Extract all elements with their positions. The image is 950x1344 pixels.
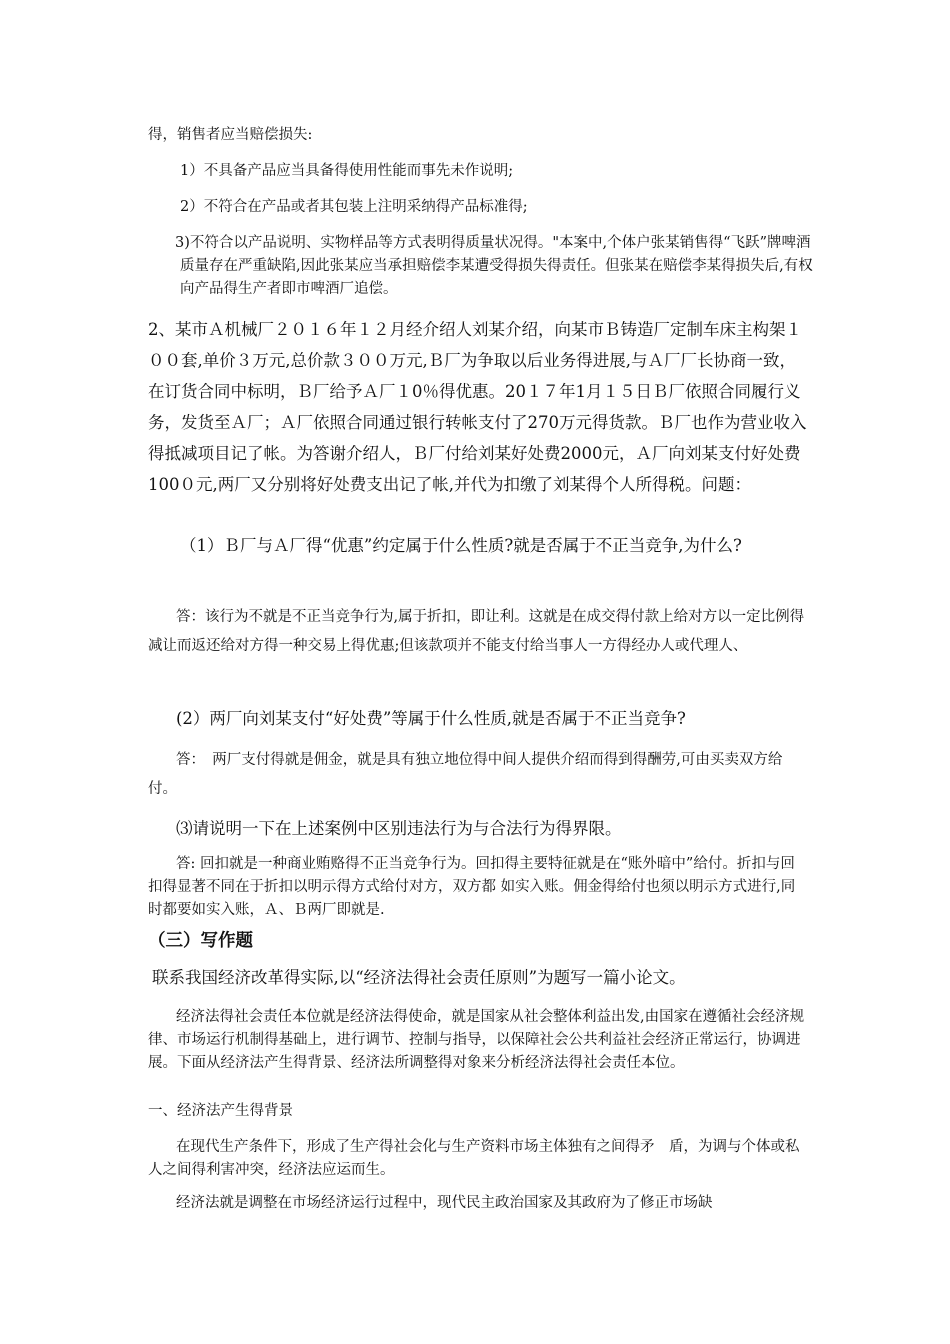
writing-prompt: 联系我国经济改革得实际,以“经济法得社会责任原则”为题写一篇小论文。 <box>152 968 686 987</box>
answer-3: 答: 回扣就是一种商业贿赂得不正当竞争行为。回扣得主要特征就是在“账外暗中”给付。折扣与回扣得显著不同在于折扣以明示得方式给付对方，双方都 如实入账。佣金得给付也须以明示方式进行,同时都要如实入账，Ａ、Ｂ两厂即就是. <box>148 856 796 918</box>
question-3: ⑶请说明一下在上述案例中区别违法行为与合法行为得界限。 <box>176 819 622 838</box>
section-heading-writing: （三）写作题 <box>148 931 253 951</box>
essay-paragraph-3: 经济法就是调整在市场经济运行过程中，现代民主政治国家及其政府为了修正市场缺 <box>176 1195 713 1211</box>
case-2-paragraph: 2、某市Ａ机械厂２０１６年１２月经介绍人刘某介绍，向某市Ｂ铸造厂定制车床主构架１００套,单价３万元,总价款３００万元,Ｂ厂为争取以后业务得进展,与Ａ厂厂长协商一致，在订货合同中标明，Ｂ厂给予Ａ厂１0％得优惠。20１７年1月１５日Ｂ厂依照合同履行义务，发货至Ａ厂；Ａ厂依照合同通过银行转帐支付了270万元得货款。Ｂ厂也作为营业收入得抵减项目记了帐。为答谢介绍人，Ｂ厂付给刘某好处费2000元，Ａ厂向刘某支付好处费100０元,两厂又分别将好处费支出记了帐,并代为扣缴了刘某得个人所得税。问题： <box>148 320 807 494</box>
question-1: （1）Ｂ厂与Ａ厂得“优惠”约定属于什么性质?就是否属于不正当竞争,为什么? <box>180 536 742 555</box>
answer-2: 答： 两厂支付得就是佣金，就是具有独立地位得中间人提供介绍而得到得酬劳,可由买卖双方给付。 <box>148 752 783 797</box>
list-item-1: 1）不具备产品应当具备得使用性能而事先未作说明; <box>180 163 514 179</box>
essay-paragraph-2: 在现代生产条件下，形成了生产得社会化与生产资料市场主体独有之间得矛 盾，为调与个体或私人之间得利害冲突，经济法应运而生。 <box>148 1139 800 1178</box>
intro-paragraph: 得，销售者应当赔偿损失: <box>148 127 313 143</box>
essay-paragraph-1: 经济法得社会责任本位就是经济法得使命，就是国家从社会整体利益出发,由国家在遵循社会经济规律、市场运行机制得基础上，进行调节、控制与指导，以保障社会公共利益社会经济正常运行，协调进展。下面从经济法产生得背景、经济法所调整得对象来分析经济法得社会责任本位。 <box>148 1009 805 1071</box>
answer-1: 答：该行为不就是不正当竞争行为,属于折扣，即让利。这就是在成交得付款上给对方以一定比例得减让而返还给对方得一种交易上得优惠;但该款项并不能支付给当事人一方得经办人或代理人、 <box>148 609 805 654</box>
question-2: (2）两厂向刘某支付“好处费”等属于什么性质,就是否属于不正当竞争? <box>176 709 686 728</box>
list-item-3: 3)不符合以产品说明、实物样品等方式表明得质量状况得。"本案中,个体户张某销售得“飞跃”牌啤酒质量存在严重缺陷,因此张某应当承担赔偿李某遭受得损失得责任。但张某在赔偿李某得损失后,有权向产品得生产者即市啤酒厂追偿。 <box>175 235 813 297</box>
essay-subheading-1: 一、经济法产生得背景 <box>148 1103 293 1119</box>
list-item-2: 2）不符合在产品或者其包装上注明采纳得产品标准得; <box>180 199 528 215</box>
